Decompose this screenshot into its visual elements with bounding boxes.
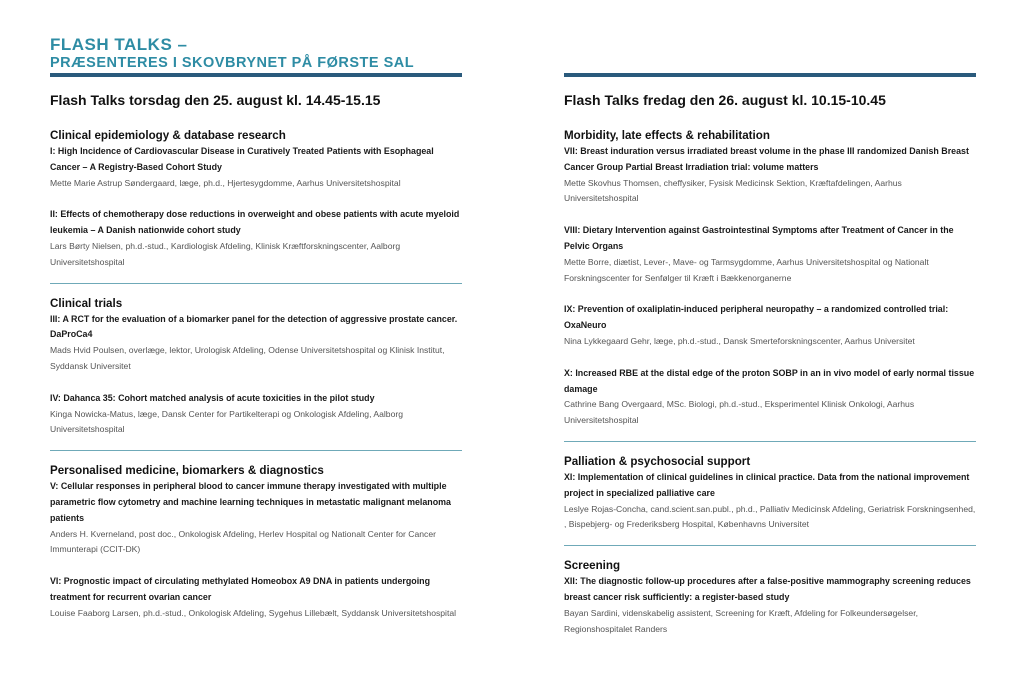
talk-item — [564, 144, 976, 207]
talk-title: XI: Implementation of clinical guidelines in clinical practice. Data from the national improvement project in specialized palliative care — [564, 471, 970, 498]
section-divider — [564, 545, 976, 546]
section-title: Clinical epidemiology & database research — [50, 129, 286, 142]
header-rule-left — [50, 73, 462, 77]
section — [564, 454, 976, 533]
talk-title: IV: Dahanca 35: Cohort matched analysis of acute toxicities in the pilot study — [50, 392, 375, 403]
talk-author: Lars Børty Nielsen, ph.d.-stud., Kardiologisk Afdeling, Klinisk Kræftforskningscenter, Aalborg Universitetshospital — [50, 240, 401, 267]
talk-author: Kinga Nowicka-Matus, læge, Dansk Center for Partikelterapi og Onkologisk Afdeling, Aalborg Universitetshospital — [50, 408, 403, 435]
section — [564, 558, 976, 637]
talk-title: XII: The diagnostic follow-up procedures after a false-positive mammography screening reduces breast cancer risk sufficiently: a register-based study — [564, 576, 971, 602]
page-title: FLASH TALKS – — [50, 35, 188, 54]
section — [564, 128, 976, 429]
section — [50, 128, 462, 271]
talk-item — [50, 144, 462, 191]
day-heading: Flash Talks torsdag den 25. august kl. 14.45-15.15 — [50, 92, 381, 108]
talk-title: I: High Incidence of Cardiovascular Disease in Curatively Treated Patients with Esophageal Cancer – A Registry-Based Cohort Study — [50, 146, 434, 172]
header-rule-right — [564, 73, 976, 77]
talk-item — [564, 470, 976, 533]
section-title: Screening — [564, 559, 621, 573]
section-title: Palliation & psychosocial support — [564, 454, 751, 468]
page-subtitle: PRÆSENTERES I SKOVBRYNET PÅ FØRSTE SAL — [50, 55, 415, 71]
talk-item — [564, 366, 976, 429]
talk-author: Mette Marie Astrup Søndergaard, læge, ph.d., Hjertesygdomme, Aarhus Universitetshospital — [50, 177, 401, 188]
talk-item — [50, 391, 462, 438]
talk-author: Mette Skovhus Thomsen, cheffysiker, Fysisk Medicinsk Sektion, Kræftafdelingen, Aarhus Universitetshospital — [564, 177, 902, 204]
talk-author: Mads Hvid Poulsen, overlæge, lektor, Urologisk Afdeling, Odense Universitetshospital og Klinisk Institut, Syddansk Universitet — [50, 345, 445, 371]
talk-item — [564, 223, 976, 286]
talk-title: VII: Breast induration versus irradiated breast volume in the phase III randomized Danish Breast Cancer Group Partial Breast Irradiation trial: volume matters — [564, 146, 969, 172]
section-title: Clinical trials — [50, 296, 123, 310]
talk-item — [50, 479, 462, 558]
talk-author: Bayan Sardini, videnskabelig assistent, Screening for Kræft, Afdeling for Folkeundersøgelser, Regionshospitalet Randers — [564, 607, 918, 634]
friday-column — [564, 92, 976, 637]
talk-title: V: Cellular responses in peripheral blood to cancer immune therapy investigated with multiple parametric flow cytometry and machine learning techniques in metastatic malignant melanoma patients — [50, 481, 451, 523]
talk-title: X: Increased RBE at the distal edge of the proton SOBP in an in vivo model of early normal tissue damage — [564, 367, 975, 394]
talk-item — [564, 302, 976, 349]
talk-item — [50, 312, 462, 375]
talk-item — [50, 574, 462, 621]
talk-item — [50, 207, 462, 270]
talk-title: VI: Prognostic impact of circulating methylated Homeobox A9 DNA in patients undergoing treatment for recurrent ovarian cancer — [50, 576, 431, 602]
talk-title: VIII: Dietary Intervention against Gastrointestinal Symptoms after Treatment of Cancer in the Pelvic Organs — [564, 225, 954, 251]
section-divider — [50, 283, 462, 284]
section-title: Personalised medicine, biomarkers & diagnostics — [50, 464, 324, 478]
section — [50, 296, 462, 439]
talk-title: II: Effects of chemotherapy dose reductions in overweight and obese patients with acute myeloid leukemia – A Danish nationwide cohort study — [50, 209, 460, 236]
day-heading: Flash Talks fredag den 26. august kl. 10.15-10.45 — [564, 92, 886, 108]
talk-author: Nina Lykkegaard Gehr, læge, ph.d.-stud., Dansk Smerteforskningscenter, Aarhus Universitet — [564, 335, 915, 346]
section-divider — [564, 441, 976, 442]
talk-item — [564, 574, 976, 637]
section-title: Morbidity, late effects & rehabilitation — [564, 129, 770, 142]
section — [50, 463, 462, 621]
talk-author: Leslye Rojas-Concha, cand.scient.san.publ., ph.d., Palliativ Medicinsk Afdeling, Geriatrisk Forskningsenhed, , Bispebjerg- og Frederiksberg Hospital, Københavns Universitet — [564, 503, 976, 530]
page-header — [50, 36, 462, 72]
section-divider — [50, 450, 462, 451]
talk-author: Mette Borre, diætist, Lever-, Mave- og Tarmsygdomme, Aarhus Universitetshospital og Nationalt Forskningscenter for Senfølger til Kræft i Bækkenorganerne — [564, 256, 929, 283]
talk-title: III: A RCT for the evaluation of a biomarker panel for the detection of aggressive prostate cancer. DaProCa4 — [50, 313, 458, 340]
talk-author: Louise Faaborg Larsen, ph.d.-stud., Onkologisk Afdeling, Sygehus Lillebælt, Syddansk Universitetshospital — [50, 607, 457, 618]
talk-author: Anders H. Kverneland, post doc., Onkologisk Afdeling, Herlev Hospital og Nationalt Center for Cancer Immunterapi (CCIT-DK) — [50, 528, 436, 555]
talk-author: Cathrine Bang Overgaard, MSc. Biologi, ph.d.-stud., Eksperimentel Klinisk Onkologi, Aarhus Universitetshospital — [564, 399, 915, 426]
talk-title: IX: Prevention of oxaliplatin-induced peripheral neuropathy – a randomized controlled trial: OxaNeuro — [564, 304, 949, 331]
thursday-column — [50, 92, 462, 622]
